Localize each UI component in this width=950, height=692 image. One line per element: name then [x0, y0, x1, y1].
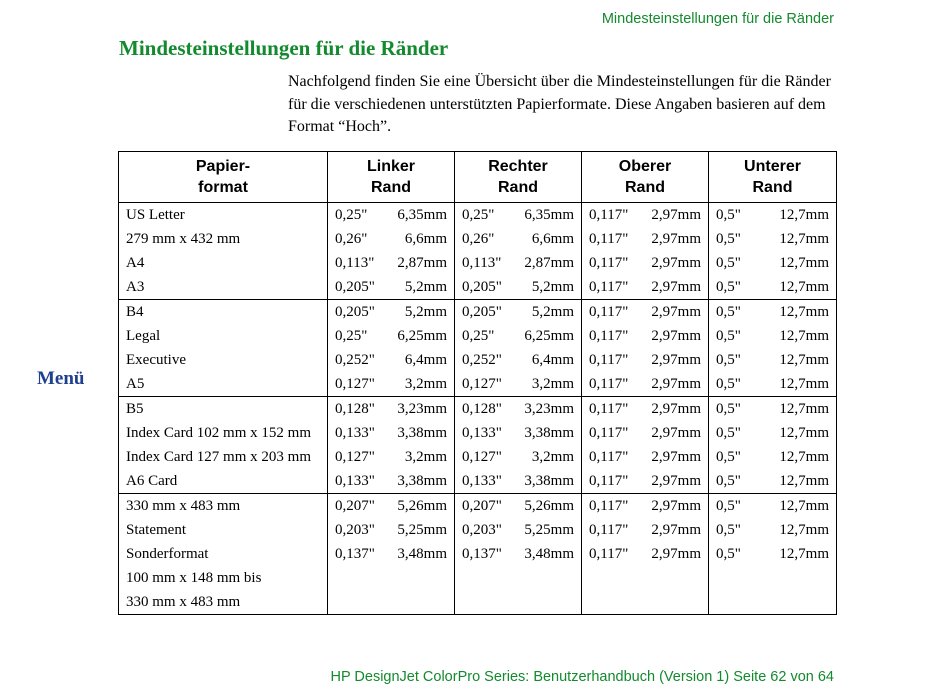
format-cell — [119, 203, 328, 228]
inch-value: 0,127" — [462, 449, 502, 465]
inch-value: 0,137" — [462, 546, 502, 562]
top-margin-cell — [582, 445, 709, 469]
mm-value: 3,2mm — [531, 449, 574, 465]
top-margin-cell — [582, 251, 709, 275]
table-body — [119, 203, 837, 615]
header-bottom-margin: Unterer Rand — [709, 152, 837, 203]
mm-value: 3,2mm — [531, 376, 574, 392]
mm-value: 3,38mm — [524, 473, 574, 489]
top-margin-cell — [582, 324, 709, 348]
inch-value: 0,5" — [716, 255, 741, 271]
format-line: A6 Card — [126, 473, 178, 489]
mm-value: 5,2mm — [531, 279, 574, 295]
inch-value: 0,133" — [335, 473, 375, 489]
mm-value: 12,7mm — [779, 279, 829, 295]
format-cell — [119, 227, 328, 251]
mm-value: 12,7mm — [779, 328, 829, 344]
format-line: B4 — [126, 304, 144, 320]
top-margin-cell — [582, 227, 709, 251]
top-margin-cell — [582, 300, 709, 325]
mm-value: 2,97mm — [651, 304, 701, 320]
inch-value: 0,117" — [589, 401, 629, 417]
left-margin-cell — [328, 348, 455, 372]
mm-value: 6,35mm — [524, 207, 574, 223]
format-cell — [119, 469, 328, 494]
inch-value: 0,117" — [589, 546, 629, 562]
bottom-margin-cell — [709, 324, 837, 348]
inch-value: 0,117" — [589, 522, 629, 538]
left-margin-cell — [328, 494, 455, 519]
format-line: A4 — [126, 255, 145, 271]
inch-value: 0,117" — [589, 328, 629, 344]
table-row — [119, 421, 837, 445]
left-margin-cell — [328, 324, 455, 348]
format-cell — [119, 300, 328, 325]
section-title: Mindesteinstellungen für die Ränder — [119, 36, 449, 60]
table-header-row — [119, 152, 837, 203]
format-cell — [119, 324, 328, 348]
mm-value: 12,7mm — [779, 473, 829, 489]
inch-value: 0,26" — [462, 231, 495, 247]
top-margin-cell — [582, 518, 709, 542]
table-row — [119, 494, 837, 519]
bottom-margin-cell — [709, 445, 837, 469]
inch-value: 0,133" — [462, 473, 502, 489]
inch-value: 0,5" — [716, 304, 741, 320]
table-row — [119, 397, 837, 422]
top-margin-cell — [582, 494, 709, 519]
format-line: Executive — [126, 352, 186, 368]
inch-value: 0,5" — [716, 231, 741, 247]
table-row — [119, 203, 837, 228]
inch-value: 0,205" — [462, 279, 502, 295]
right-margin-cell — [455, 494, 582, 519]
mm-value: 2,97mm — [651, 328, 701, 344]
mm-value: 2,97mm — [651, 449, 701, 465]
mm-value: 2,97mm — [651, 401, 701, 417]
inch-value: 0,117" — [589, 279, 629, 295]
header-left-margin: Linker Rand — [328, 152, 455, 203]
inch-value: 0,117" — [589, 231, 629, 247]
top-margin-cell — [582, 542, 709, 615]
mm-value: 3,38mm — [397, 425, 447, 441]
format-cell — [119, 421, 328, 445]
left-margin-cell — [328, 227, 455, 251]
footer: HP DesignJet ColorPro Series: Benutzerhandbuch (Version 1) Seite 62 von 64 — [330, 669, 834, 685]
format-cell — [119, 494, 328, 519]
right-margin-cell — [455, 324, 582, 348]
header-top-margin: Oberer Rand — [582, 152, 709, 203]
format-line: Index Card 102 mm x 152 mm — [126, 425, 311, 441]
left-margin-cell — [328, 275, 455, 300]
menu-link[interactable]: Menü — [37, 368, 85, 389]
bottom-margin-cell — [709, 372, 837, 397]
right-margin-cell — [455, 518, 582, 542]
inch-value: 0,128" — [462, 401, 502, 417]
bottom-margin-cell — [709, 518, 837, 542]
inch-value: 0,128" — [335, 401, 375, 417]
left-margin-cell — [328, 203, 455, 228]
top-margin-cell — [582, 275, 709, 300]
mm-value: 6,25mm — [397, 328, 447, 344]
mm-value: 12,7mm — [779, 498, 829, 514]
mm-value: 2,97mm — [651, 352, 701, 368]
mm-value: 12,7mm — [779, 207, 829, 223]
mm-value: 12,7mm — [779, 231, 829, 247]
inch-value: 0,127" — [462, 376, 502, 392]
mm-value: 5,2mm — [404, 304, 447, 320]
mm-value: 12,7mm — [779, 304, 829, 320]
mm-value: 6,4mm — [404, 352, 447, 368]
inch-value: 0,205" — [335, 304, 375, 320]
table-row — [119, 251, 837, 275]
inch-value: 0,117" — [589, 425, 629, 441]
inch-value: 0,5" — [716, 522, 741, 538]
bottom-margin-cell — [709, 494, 837, 519]
inch-value: 0,25" — [335, 328, 368, 344]
inch-value: 0,203" — [462, 522, 502, 538]
top-margin-cell — [582, 372, 709, 397]
mm-value: 6,6mm — [531, 231, 574, 247]
mm-value: 2,97mm — [651, 376, 701, 392]
inch-value: 0,5" — [716, 207, 741, 223]
inch-value: 0,5" — [716, 376, 741, 392]
right-margin-cell — [455, 469, 582, 494]
right-margin-cell — [455, 348, 582, 372]
format-line: A3 — [126, 279, 145, 295]
format-cell — [119, 348, 328, 372]
top-margin-cell — [582, 348, 709, 372]
mm-value: 5,2mm — [531, 304, 574, 320]
mm-value: 12,7mm — [779, 376, 829, 392]
inch-value: 0,5" — [716, 352, 741, 368]
format-line: Legal — [126, 328, 161, 344]
bottom-margin-cell — [709, 469, 837, 494]
mm-value: 12,7mm — [779, 522, 829, 538]
inch-value: 0,5" — [716, 425, 741, 441]
header-paper-format: Papier- format — [119, 152, 328, 203]
format-line: US Letter — [126, 207, 185, 223]
top-margin-cell — [582, 469, 709, 494]
right-margin-cell — [455, 445, 582, 469]
inch-value: 0,137" — [335, 546, 375, 562]
table-row — [119, 372, 837, 397]
mm-value: 2,97mm — [651, 546, 701, 562]
mm-value: 12,7mm — [779, 546, 829, 562]
mm-value: 2,97mm — [651, 522, 701, 538]
right-margin-cell — [455, 251, 582, 275]
inch-value: 0,26" — [335, 231, 368, 247]
top-margin-cell — [582, 421, 709, 445]
inch-value: 0,117" — [589, 449, 629, 465]
format-line: 279 mm x 432 mm — [126, 231, 241, 247]
mm-value: 12,7mm — [779, 401, 829, 417]
inch-value: 0,203" — [335, 522, 375, 538]
format-cell — [119, 275, 328, 300]
table-row — [119, 518, 837, 542]
inch-value: 0,5" — [716, 401, 741, 417]
format-line: A5 — [126, 376, 145, 392]
table-row — [119, 324, 837, 348]
header-right-margin: Rechter Rand — [455, 152, 582, 203]
mm-value: 3,2mm — [404, 376, 447, 392]
bottom-margin-cell — [709, 421, 837, 445]
mm-value: 12,7mm — [779, 425, 829, 441]
right-margin-cell — [455, 300, 582, 325]
inch-value: 0,127" — [335, 376, 375, 392]
mm-value: 2,97mm — [651, 498, 701, 514]
inch-value: 0,133" — [335, 425, 375, 441]
mm-value: 2,97mm — [651, 279, 701, 295]
mm-value: 3,38mm — [524, 425, 574, 441]
table-row — [119, 469, 837, 494]
bottom-margin-cell — [709, 300, 837, 325]
intro-paragraph: Nachfolgend finden Sie eine Übersicht über die Mindesteinstellungen für die Ränder für die verschiedenen unterstützten Papierformate. Diese Angaben basieren auf dem Format “Hoch”. — [288, 73, 831, 135]
format-line: 330 mm x 483 mm — [126, 594, 241, 610]
left-margin-cell — [328, 397, 455, 422]
mm-value: 3,48mm — [524, 546, 574, 562]
inch-value: 0,5" — [716, 473, 741, 489]
inch-value: 0,117" — [589, 376, 629, 392]
mm-value: 3,23mm — [524, 401, 574, 417]
inch-value: 0,252" — [462, 352, 502, 368]
right-margin-cell — [455, 203, 582, 228]
running-header: Mindesteinstellungen für die Ränder — [601, 11, 834, 27]
mm-value: 2,97mm — [651, 231, 701, 247]
bottom-margin-cell — [709, 275, 837, 300]
format-cell — [119, 251, 328, 275]
mm-value: 2,87mm — [524, 255, 574, 271]
left-margin-cell — [328, 421, 455, 445]
bottom-margin-cell — [709, 251, 837, 275]
inch-value: 0,205" — [462, 304, 502, 320]
bottom-margin-cell — [709, 348, 837, 372]
format-line: Statement — [126, 522, 186, 538]
left-margin-cell — [328, 372, 455, 397]
inch-value: 0,25" — [335, 207, 368, 223]
top-margin-cell — [582, 203, 709, 228]
mm-value: 2,97mm — [651, 425, 701, 441]
bottom-margin-cell — [709, 203, 837, 228]
mm-value: 3,38mm — [397, 473, 447, 489]
inch-value: 0,117" — [589, 207, 629, 223]
inch-value: 0,5" — [716, 279, 741, 295]
right-margin-cell — [455, 397, 582, 422]
right-margin-cell — [455, 542, 582, 615]
inch-value: 0,117" — [589, 498, 629, 514]
format-cell — [119, 372, 328, 397]
left-margin-cell — [328, 518, 455, 542]
inch-value: 0,117" — [589, 473, 629, 489]
inch-value: 0,133" — [462, 425, 502, 441]
table-row — [119, 227, 837, 251]
bottom-margin-cell — [709, 227, 837, 251]
inch-value: 0,5" — [716, 449, 741, 465]
mm-value: 6,25mm — [524, 328, 574, 344]
mm-value: 6,35mm — [397, 207, 447, 223]
format-line: 330 mm x 483 mm — [126, 498, 241, 514]
left-margin-cell — [328, 251, 455, 275]
format-cell — [119, 518, 328, 542]
inch-value: 0,5" — [716, 498, 741, 514]
inch-value: 0,252" — [335, 352, 375, 368]
inch-value: 0,113" — [462, 255, 502, 271]
right-margin-cell — [455, 421, 582, 445]
mm-value: 2,97mm — [651, 473, 701, 489]
inch-value: 0,25" — [462, 328, 495, 344]
inch-value: 0,117" — [589, 304, 629, 320]
mm-value: 12,7mm — [779, 255, 829, 271]
mm-value: 5,26mm — [397, 498, 447, 514]
mm-value: 5,25mm — [397, 522, 447, 538]
format-line: Sonderformat — [126, 546, 209, 562]
inch-value: 0,5" — [716, 546, 741, 562]
inch-value: 0,117" — [589, 255, 629, 271]
margin-table — [118, 151, 837, 615]
inch-value: 0,207" — [462, 498, 502, 514]
top-margin-cell — [582, 397, 709, 422]
right-margin-cell — [455, 372, 582, 397]
inch-value: 0,113" — [335, 255, 375, 271]
mm-value: 12,7mm — [779, 352, 829, 368]
table-row — [119, 348, 837, 372]
mm-value: 6,6mm — [404, 231, 447, 247]
table-row — [119, 542, 837, 615]
right-margin-cell — [455, 227, 582, 251]
mm-value: 6,4mm — [531, 352, 574, 368]
left-margin-cell — [328, 445, 455, 469]
mm-value: 3,23mm — [397, 401, 447, 417]
mm-value: 3,2mm — [404, 449, 447, 465]
table-row — [119, 300, 837, 325]
format-cell — [119, 397, 328, 422]
inch-value: 0,207" — [335, 498, 375, 514]
left-margin-cell — [328, 300, 455, 325]
mm-value: 5,26mm — [524, 498, 574, 514]
mm-value: 5,2mm — [404, 279, 447, 295]
bottom-margin-cell — [709, 397, 837, 422]
inch-value: 0,205" — [335, 279, 375, 295]
mm-value: 2,97mm — [651, 207, 701, 223]
mm-value: 5,25mm — [524, 522, 574, 538]
left-margin-cell — [328, 542, 455, 615]
mm-value: 12,7mm — [779, 449, 829, 465]
format-line: 100 mm x 148 mm bis — [126, 570, 262, 586]
mm-value: 3,48mm — [397, 546, 447, 562]
inch-value: 0,117" — [589, 352, 629, 368]
right-margin-cell — [455, 275, 582, 300]
format-cell — [119, 445, 328, 469]
table-row — [119, 275, 837, 300]
inch-value: 0,5" — [716, 328, 741, 344]
bottom-margin-cell — [709, 542, 837, 615]
format-line: Index Card 127 mm x 203 mm — [126, 449, 311, 465]
format-line: B5 — [126, 401, 144, 417]
left-margin-cell — [328, 469, 455, 494]
inch-value: 0,25" — [462, 207, 495, 223]
mm-value: 2,97mm — [651, 255, 701, 271]
mm-value: 2,87mm — [397, 255, 447, 271]
format-cell — [119, 542, 328, 615]
inch-value: 0,127" — [335, 449, 375, 465]
table-row — [119, 445, 837, 469]
